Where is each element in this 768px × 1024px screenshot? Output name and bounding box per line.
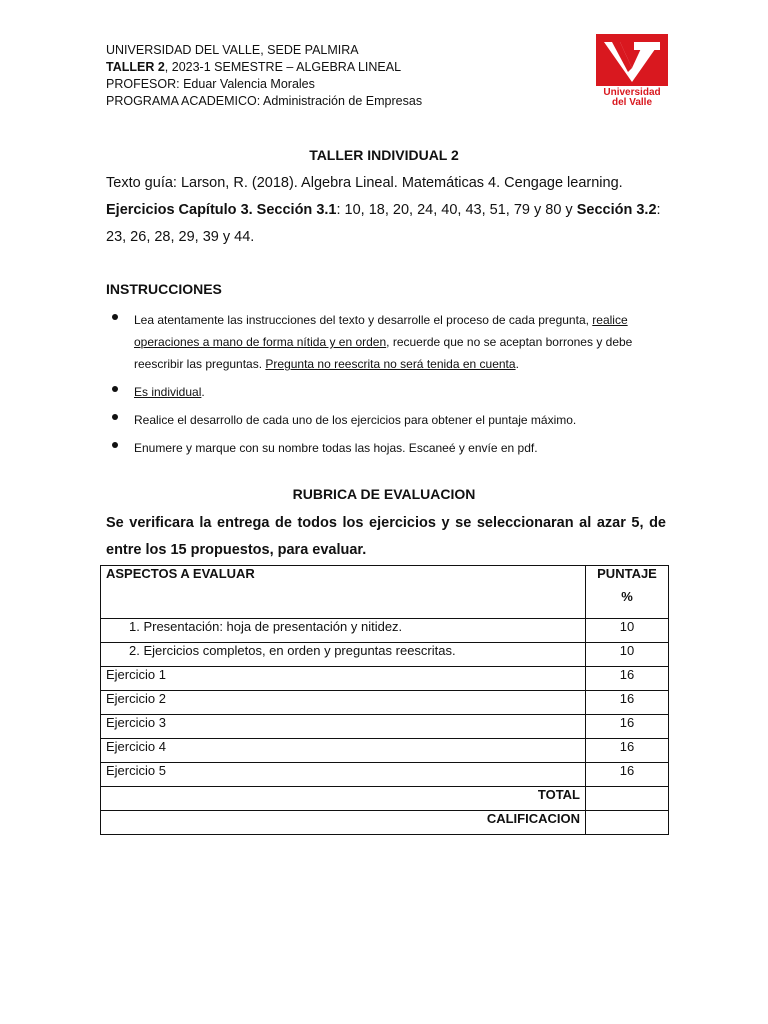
document-header (106, 42, 422, 110)
instructions-list (106, 309, 666, 465)
total-label: TOTAL (101, 787, 586, 811)
course-rest: , 2023-1 SEMESTRE – ALGEBRA LINEAL (164, 60, 402, 74)
column-header-aspects: ASPECTOS A EVALUAR (101, 566, 586, 619)
table-cell: Ejercicio 5 (101, 763, 586, 787)
document-title: TALLER INDIVIDUAL 2 (309, 147, 459, 163)
table-row (101, 667, 669, 691)
table-row (101, 643, 669, 667)
rubric-table (100, 565, 669, 835)
table-cell: 16 (586, 715, 669, 739)
table-cell: Ejercicio 2 (101, 691, 586, 715)
table-cell: Ejercicio 3 (101, 715, 586, 739)
logo-line-2: del Valle (611, 97, 653, 108)
table-row (101, 691, 669, 715)
grade-row (101, 811, 669, 835)
rubric-text: Se verificara la entrega de todos los ejercicios y se seleccionaran al azar 5, de entre los 15 propuestos, para evaluar. (106, 515, 666, 558)
exercises-list-1: : 10, 18, 20, 24, 40, 43, 51, 79 y 80 y (336, 202, 577, 218)
exercises-label-2: Sección 3.2 (576, 202, 657, 218)
grade-label: CALIFICACION (101, 811, 586, 835)
instruction-text: . (201, 385, 205, 399)
program-line: PROGRAMA ACADEMICO: Administración de Empresas (106, 94, 423, 108)
bullet-icon (112, 314, 118, 320)
exercises-label-1: Ejercicios Capítulo 3. Sección 3.1 (106, 202, 337, 218)
list-item (106, 409, 666, 431)
table-cell: Ejercicio 1 (101, 667, 586, 691)
logo-mark (594, 32, 670, 88)
university-line: UNIVERSIDAD DEL VALLE, SEDE PALMIRA (106, 43, 359, 57)
table-row (101, 715, 669, 739)
list-item (106, 381, 666, 403)
instruction-text: Lea atentamente las instrucciones del texto y desarrolle el proceso de cada pregunta, (134, 313, 593, 327)
grade-value (586, 811, 669, 835)
rubric-heading: RUBRICA DE EVALUACION (292, 486, 476, 502)
list-item (106, 437, 666, 459)
bullet-icon (112, 414, 118, 420)
guide-text: Texto guía: Larson, R. (2018). Algebra Lineal. Matemáticas 4. Cengage learning. (106, 175, 623, 191)
university-logo (594, 32, 670, 112)
table-cell: 16 (586, 739, 669, 763)
instruction-underlined: realice operaciones a mano de forma nítida y en orden (134, 313, 628, 349)
total-value (586, 787, 669, 811)
logo-line-1: Universidad (603, 87, 661, 98)
score-header-label: PUNTAJE (597, 566, 657, 581)
table-cell: 16 (586, 667, 669, 691)
table-row (101, 739, 669, 763)
instruction-text: Enumere y marque con su nombre todas las hojas. Escaneé y envíe en pdf. (134, 441, 538, 455)
instruction-text: . (515, 357, 519, 371)
taller-label: TALLER 2 (106, 60, 165, 74)
exercises-text (106, 197, 666, 251)
logo-text (594, 88, 670, 108)
table-cell: 1. Presentación: hoja de presentación y nitidez. (101, 619, 586, 643)
table-header-row (101, 566, 669, 619)
bullet-icon (112, 442, 118, 448)
table-cell: 10 (586, 619, 669, 643)
table-cell: 16 (586, 691, 669, 715)
table-cell: 2. Ejercicios completos, en orden y preguntas reescritas. (101, 643, 586, 667)
table-row (101, 619, 669, 643)
bullet-icon (112, 386, 118, 392)
instruction-text: Realice el desarrollo de cada uno de los ejercicios para obtener el puntaje máximo. (134, 413, 577, 427)
instruction-underlined: Es individual (134, 385, 202, 399)
instruction-underlined: Pregunta no reescrita no será tenida en cuenta (265, 357, 516, 371)
professor-line: PROFESOR: Eduar Valencia Morales (106, 77, 315, 91)
instructions-heading: INSTRUCCIONES (106, 281, 222, 297)
table-cell: 10 (586, 643, 669, 667)
column-header-score (586, 566, 669, 619)
list-item (106, 309, 666, 375)
table-cell: 16 (586, 763, 669, 787)
instruction-text: , recuerde que no se aceptan borrones y debe reescribir las preguntas. (134, 335, 633, 371)
total-row (101, 787, 669, 811)
score-header-unit: % (621, 589, 633, 604)
table-cell: Ejercicio 4 (101, 739, 586, 763)
exercises-list-2: : 23, 26, 28, 29, 39 y 44. (106, 202, 661, 245)
table-row (101, 763, 669, 787)
course-line (106, 59, 422, 76)
